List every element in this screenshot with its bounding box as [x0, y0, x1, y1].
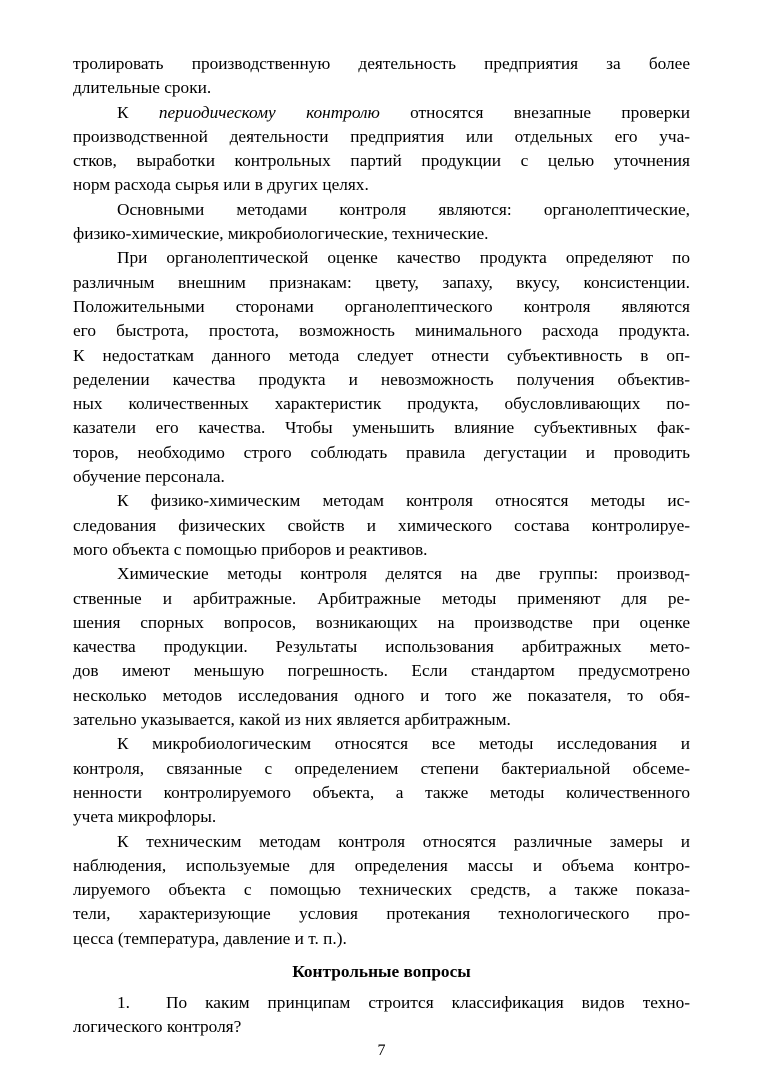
text-line: стков, выработки контрольных партий продукции с целью уточнения — [73, 151, 690, 171]
text-line: шения спорных вопросов, возникающих на производстве при оценке — [73, 612, 690, 632]
text-line: К техническим методам контроля относятся различные замеры и — [117, 831, 690, 851]
text-line: следования физических свойств и химического состава контролируе- — [73, 515, 690, 535]
paragraph — [73, 246, 690, 489]
text-line: учета микрофлоры. — [73, 807, 217, 827]
text-line: производственной деятельности предприятия или отдельных его уча- — [73, 126, 690, 146]
paragraph — [73, 830, 690, 951]
text-line: дов имеют меньшую погрешность. Если стандартом предусмотрено — [73, 661, 690, 681]
text-line: К недостаткам данного метода следует отнести субъективность в оп- — [73, 345, 690, 365]
page-number: 7 — [377, 1042, 386, 1059]
text-line: наблюдения, используемые для определения массы и объема контро- — [73, 855, 690, 875]
text-line: Положительными сторонами органолептического контроля являются — [73, 296, 690, 316]
text-line: ных количественных характеристик продукта, обусловливающих по- — [73, 394, 690, 414]
paragraph — [73, 489, 690, 562]
text-line: несколько методов исследования одного и того же показателя, то обя- — [73, 685, 690, 705]
text-line: норм расхода сырья или в других целях. — [73, 175, 369, 195]
paragraph — [73, 101, 690, 198]
text-line: контроля, связанные с определением степени бактериальной обсеме- — [73, 758, 690, 778]
paragraph — [73, 198, 690, 247]
text-line: длительные сроки. — [73, 78, 212, 98]
text-line: Химические методы контроля делятся на две группы: производ- — [117, 564, 690, 584]
emphasized-term: периодическому контролю — [158, 102, 380, 122]
text-line: физико-химические, микробиологические, технические. — [73, 224, 489, 244]
text-line: различным внешним признакам: цвету, запаху, вкусу, консистенции. — [73, 272, 690, 292]
document-page — [73, 52, 690, 1040]
text-line: ненности контролируемого объекта, а также методы количественного — [73, 782, 690, 802]
paragraph — [73, 732, 690, 829]
text-line: тели, характеризующие условия протекания технологического про- — [73, 904, 690, 924]
question-item — [73, 991, 690, 1040]
text-line: тролировать производственную деятельность предприятия за более — [73, 54, 690, 73]
paragraph — [73, 52, 690, 101]
text-line: ределении качества продукта и невозможность получения объектив- — [73, 369, 690, 389]
text-line: логического контроля? — [73, 1017, 242, 1037]
text-line: обучение персонала. — [73, 467, 225, 487]
text-line: его быстрота, простота, возможность минимального расхода продукта. — [73, 321, 690, 341]
paragraph — [73, 562, 690, 732]
text-line: К микробиологическим относятся все методы исследования и — [117, 734, 690, 754]
text-line: цесса (температура, давление и т. п.). — [73, 928, 347, 948]
section-heading: Контрольные вопросы — [292, 961, 471, 981]
text-line: казатели его качества. Чтобы уменьшить влияние субъективных фак- — [73, 418, 690, 438]
text-line: мого объекта с помощью приборов и реактивов. — [73, 539, 428, 559]
text-line — [73, 101, 690, 125]
text-line: лируемого объекта с помощью технических средств, а также показа- — [73, 880, 690, 900]
text-run: относятся внезапные проверки — [379, 102, 690, 122]
text-line: При органолептической оценке качество продукта определяют по — [117, 248, 690, 268]
text-line: зательно указывается, какой из них является арбитражным. — [73, 710, 511, 730]
text-line: ственные и арбитражные. Арбитражные методы применяют для ре- — [73, 588, 690, 608]
text-run: К — [117, 102, 159, 122]
text-line: К физико-химическим методам контроля относятся методы ис- — [117, 491, 690, 511]
text-line: торов, необходимо строго соблюдать правила дегустации и проводить — [73, 442, 690, 462]
text-line: Основными методами контроля являются: органолептические, — [117, 199, 690, 219]
text-line: 1. По каким принципам строится классификация видов техно- — [117, 992, 690, 1012]
text-line: качества продукции. Результаты использования арбитражных мето- — [73, 637, 690, 657]
